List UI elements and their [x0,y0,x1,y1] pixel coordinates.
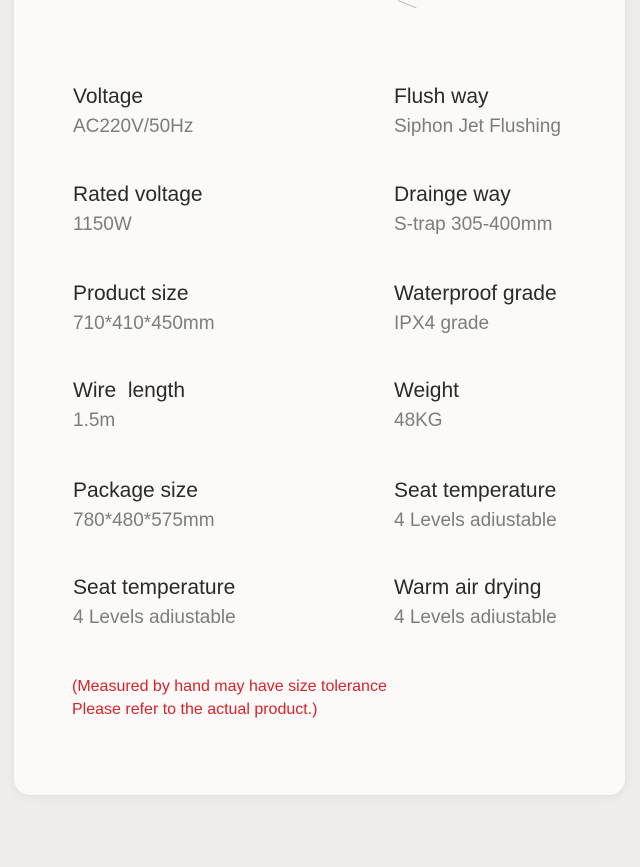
spec-label: Product size [73,282,189,305]
spec-value: 780*480*575mm [73,510,215,531]
spec-seat-temperature [394,478,557,533]
spec-drainage-way [394,182,552,237]
spec-label: Flush way [394,85,489,108]
spec-label: Wire length [73,379,186,402]
spec-warm-air-drying [394,575,557,630]
spec-label: Package size [73,479,198,502]
spec-value: AC220V/50Hz [73,116,194,137]
spec-value: 48KG [394,410,443,431]
spec-product-size [73,281,215,336]
spec-value: 4 Levels adiustable [394,510,557,531]
spec-weight [394,378,459,433]
spec-label: Seat temperature [73,576,236,599]
spec-label: Voltage [73,85,144,108]
spec-wire-length [73,378,185,433]
spec-value: 4 Levels adiustable [394,607,557,628]
spec-value: Siphon Jet Flushing [394,116,561,137]
spec-package-size [73,478,215,533]
spec-value: 1.5m [73,410,116,431]
spec-value: 710*410*450mm [73,313,215,334]
spec-label: Waterproof grade [394,282,557,305]
spec-flush-way [394,84,561,139]
note-line-2: Please refer to the actual product.) [72,701,318,718]
spec-label: Drainge way [394,183,511,206]
spec-label: Warm air drying [394,576,542,599]
note-line-1: (Measured by hand may have size tolerance [72,678,387,695]
spec-label: Rated voltage [73,183,203,206]
spec-seat-temperature-2 [73,575,236,630]
spec-voltage [73,84,193,139]
spec-label: Seat temperature [394,479,557,502]
spec-rated-voltage [73,182,203,237]
spec-value: S-trap 305-400mm [394,214,553,235]
spec-waterproof-grade [394,281,557,336]
spec-label: Weight [394,379,459,402]
spec-value: 4 Levels adiustable [73,607,236,628]
tolerance-note [72,675,387,721]
spec-value: 1150W [73,214,132,235]
spec-value: IPX4 grade [394,313,490,334]
